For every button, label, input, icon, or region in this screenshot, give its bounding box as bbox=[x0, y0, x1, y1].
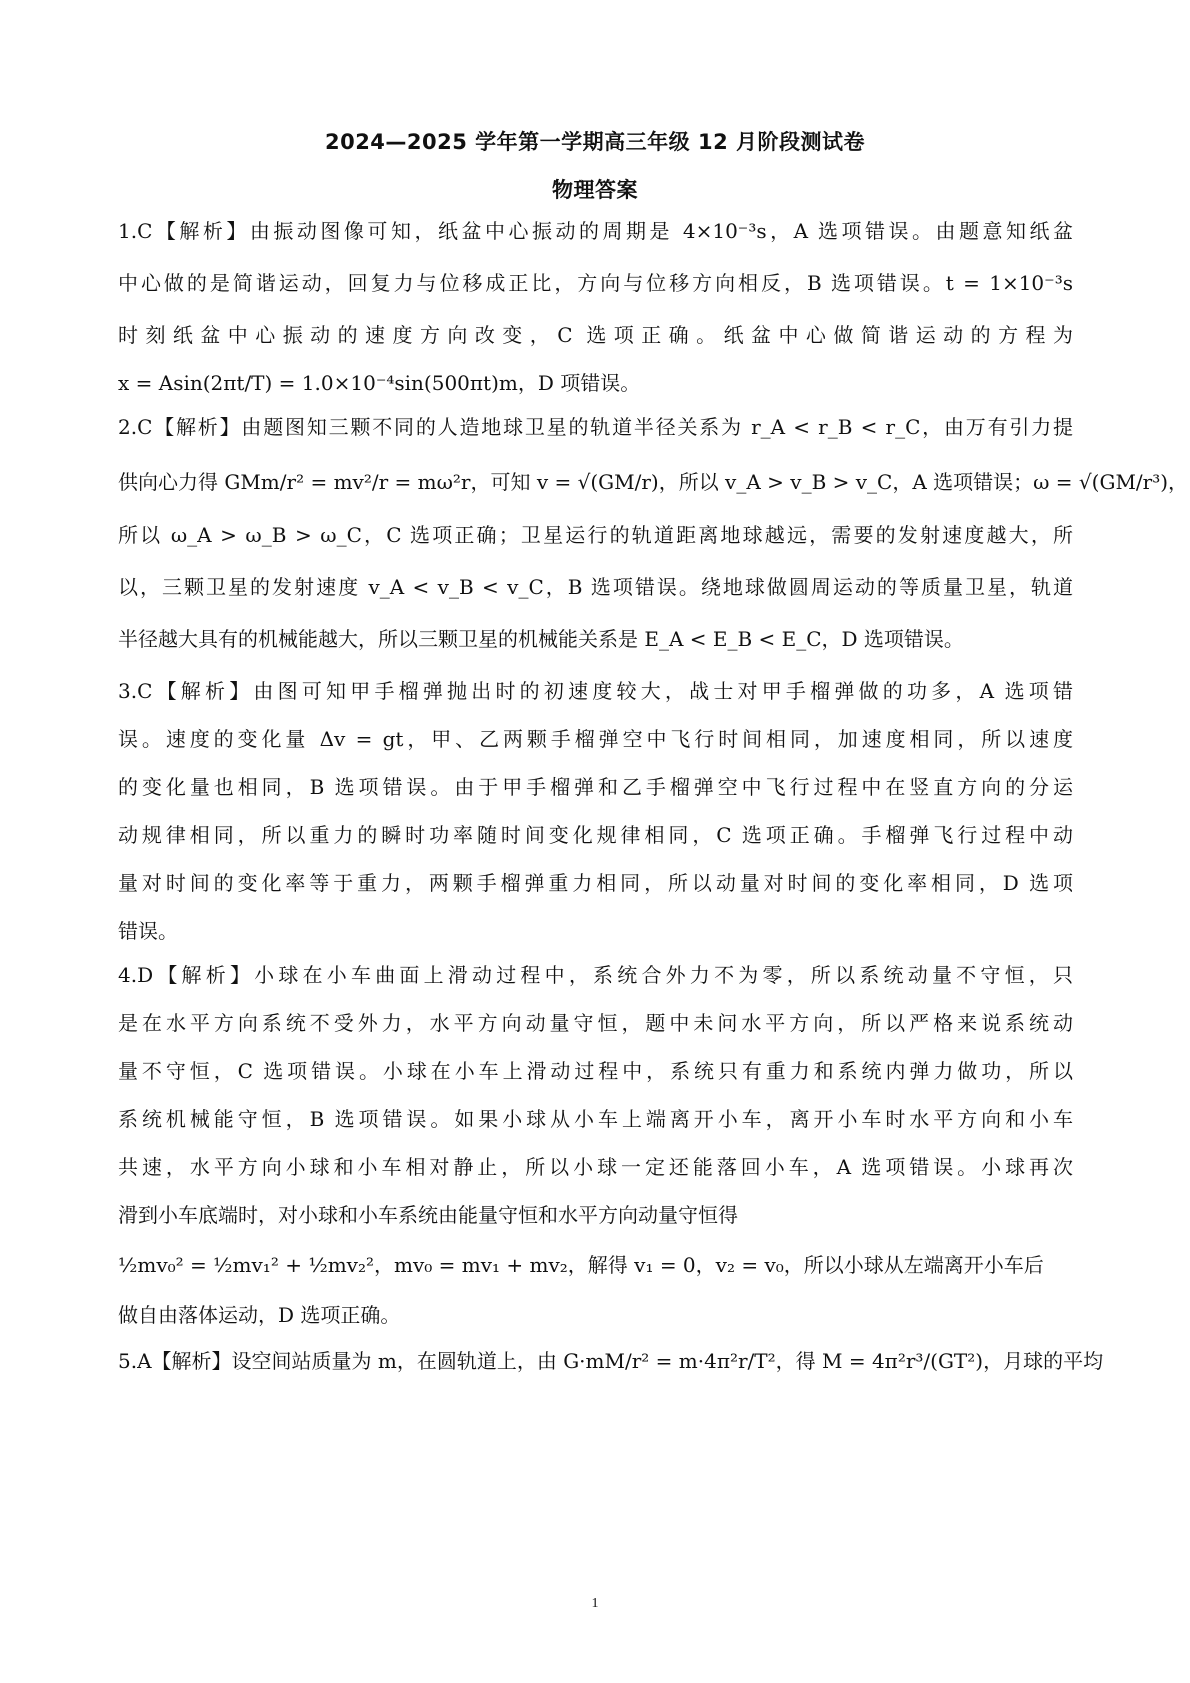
page-number: 1 bbox=[591, 1596, 599, 1611]
text-line: 的变化量也相同，B 选项错误。由于甲手榴弹和乙手榴弹空中飞行过程中在竖直方向的分运 bbox=[118, 775, 1073, 799]
text-line: 是在水平方向系统不受外力，水平方向动量守恒，题中未问水平方向，所以严格来说系统动 bbox=[118, 1011, 1073, 1035]
document-title: 2024—2025 学年第一学期高三年级 12 月阶段测试卷 bbox=[324, 130, 866, 154]
text-line: 4.D【解析】小球在小车曲面上滑动过程中，系统合外力不为零，所以系统动量不守恒，只 bbox=[118, 963, 1073, 987]
text-line: 半径越大具有的机械能越大，所以三颗卫星的机械能关系是 E_A < E_B < E_C，D 选项错误。 bbox=[118, 627, 964, 651]
text-line: 所以 ω_A > ω_B > ω_C，C 选项正确；卫星运行的轨道距离地球越远，需要的发射速度越大，所 bbox=[118, 523, 1073, 547]
text-line: 以，三颗卫星的发射速度 v_A < v_B < v_C，B 选项错误。绕地球做圆周运动的等质量卫星，轨道 bbox=[118, 575, 1073, 599]
document-subtitle: 物理答案 bbox=[552, 178, 638, 202]
text-line: 1.C【解析】由振动图像可知，纸盆中心振动的周期是 4×10⁻³s，A 选项错误。由题意知纸盆 bbox=[118, 219, 1073, 243]
text-line: 做自由落体运动，D 选项正确。 bbox=[118, 1303, 401, 1327]
text-line: 动规律相同，所以重力的瞬时功率随时间变化规律相同，C 选项正确。手榴弹飞行过程中动 bbox=[118, 823, 1073, 847]
text-line: 量不守恒，C 选项错误。小球在小车上滑动过程中，系统只有重力和系统内弹力做功，所以 bbox=[118, 1059, 1073, 1083]
text-line: 系统机械能守恒，B 选项错误。如果小球从小车上端离开小车，离开小车时水平方向和小车 bbox=[118, 1107, 1073, 1131]
text-line: 量对时间的变化率等于重力，两颗手榴弹重力相同，所以动量对时间的变化率相同，D 选项 bbox=[118, 871, 1073, 895]
text-line: 5.A【解析】设空间站质量为 m，在圆轨道上，由 G·mM/r² = m·4π²r/T²，得 M = 4π²r³/(GT²)，月球的平均 bbox=[118, 1349, 1104, 1373]
text-line: 误。速度的变化量 Δv = gt，甲、乙两颗手榴弹空中飞行时间相同，加速度相同，所以速度 bbox=[118, 727, 1073, 751]
text-line: 错误。 bbox=[118, 919, 178, 943]
text-line: x = Asin(2πt/T) = 1.0×10⁻⁴sin(500πt)m，D 项错误。 bbox=[118, 371, 641, 395]
text-line: 3.C【解析】由图可知甲手榴弹抛出时的初速度较大，战士对甲手榴弹做的功多，A 选项错 bbox=[118, 679, 1073, 703]
text-line: 中心做的是简谐运动，回复力与位移成正比，方向与位移方向相反，B 选项错误。t = 1×10⁻³s bbox=[118, 271, 1073, 295]
text-line: 滑到小车底端时，对小球和小车系统由能量守恒和水平方向动量守恒得 bbox=[118, 1203, 738, 1227]
text-line: 时刻纸盆中心振动的速度方向改变，C 选项正确。纸盆中心做简谐运动的方程为 bbox=[118, 323, 1073, 347]
text-line: 2.C【解析】由题图知三颗不同的人造地球卫星的轨道半径关系为 r_A < r_B < r_C，由万有引力提 bbox=[118, 415, 1073, 439]
text-line: 共速，水平方向小球和小车相对静止，所以小球一定还能落回小车，A 选项错误。小球再次 bbox=[118, 1155, 1073, 1179]
text-line: 供向心力得 GMm/r² = mv²/r = mω²r，可知 v = √(GM/r)，所以 v_A > v_B > v_C，A 选项错误；ω = √(GM/r³)， bbox=[118, 470, 1189, 494]
text-line: ½mv₀² = ½mv₁² + ½mv₂²，mv₀ = mv₁ + mv₂，解得 v₁ = 0，v₂ = v₀，所以小球从左端离开小车后 bbox=[118, 1253, 1044, 1277]
